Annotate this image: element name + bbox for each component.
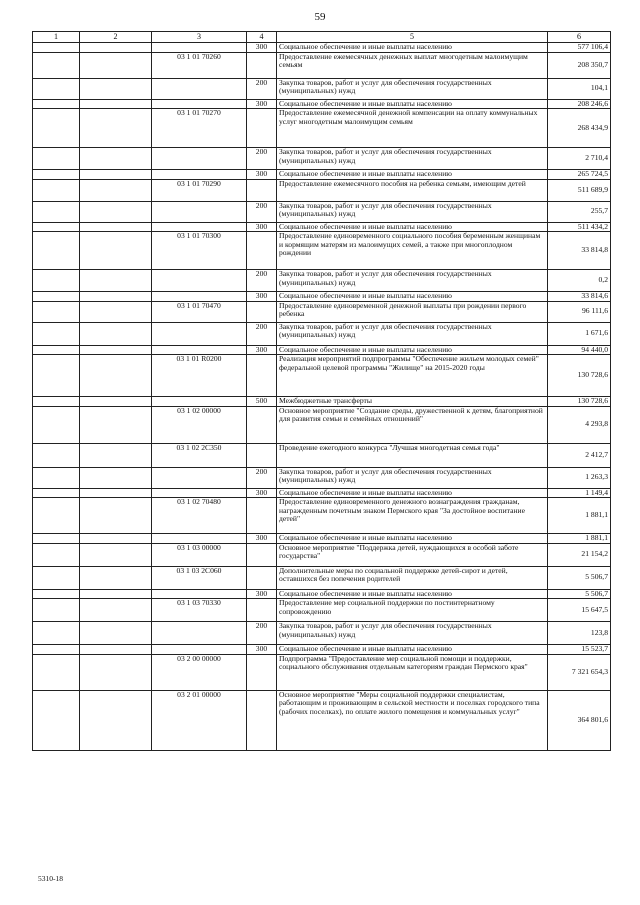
table-row	[33, 201, 611, 222]
target-code-cell: 03 1 01 70300	[152, 232, 247, 270]
amount-cell: 15 523,7	[548, 645, 611, 655]
description-cell: Предоставление единовременного денежного вознаграждения гражданам, награжденным почетным знаком Пермского края "За достойное воспитание детей"	[277, 498, 548, 534]
target-code-cell	[152, 201, 247, 222]
description-cell: Социальное обеспечение и иные выплаты населению	[277, 488, 548, 498]
cell-col-2	[80, 179, 152, 201]
cell-col-1	[33, 179, 80, 201]
amount-cell: 33 814,8	[548, 232, 611, 270]
target-code-cell	[152, 43, 247, 53]
column-header-6: 6	[548, 32, 611, 43]
description-cell: Закупка товаров, работ и услуг для обеспечения государственных (муниципальных) нужд	[277, 467, 548, 488]
description-cell: Предоставление мер социальной поддержки по постинтернатному сопровождению	[277, 599, 548, 622]
target-code-cell: 03 1 01 70290	[152, 179, 247, 201]
cell-col-2	[80, 292, 152, 302]
table-row	[33, 232, 611, 270]
cell-col-2	[80, 43, 152, 53]
cell-col-1	[33, 397, 80, 407]
cell-col-1	[33, 488, 80, 498]
cell-col-1	[33, 443, 80, 467]
cell-col-2	[80, 232, 152, 270]
target-code-cell	[152, 467, 247, 488]
table-row	[33, 622, 611, 645]
expense-type-cell: 300	[247, 43, 277, 53]
cell-col-2	[80, 322, 152, 345]
cell-col-1	[33, 148, 80, 170]
amount-cell: 208 350,7	[548, 52, 611, 78]
expense-type-cell: 200	[247, 148, 277, 170]
target-code-cell: 03 2 00 00000	[152, 654, 247, 690]
cell-col-2	[80, 566, 152, 589]
description-cell: Реализация мероприятий подпрограммы "Обеспечение жильем молодых семей" федеральной целевой программы "Жилище" на 2015-2020 годы	[277, 355, 548, 397]
expense-type-cell	[247, 406, 277, 443]
amount-cell: 511 434,2	[548, 222, 611, 232]
expense-type-cell	[247, 232, 277, 270]
cell-col-2	[80, 654, 152, 690]
amount-cell: 364 801,6	[548, 690, 611, 750]
table-row	[33, 345, 611, 355]
expense-type-cell: 300	[247, 292, 277, 302]
expense-type-cell	[247, 543, 277, 566]
description-cell: Социальное обеспечение и иные выплаты населению	[277, 170, 548, 180]
cell-col-1	[33, 322, 80, 345]
cell-col-1	[33, 599, 80, 622]
cell-col-1	[33, 589, 80, 599]
description-cell: Социальное обеспечение и иные выплаты населению	[277, 534, 548, 544]
description-cell: Основное мероприятие "Поддержка детей, нуждающихся в особой заботе государства"	[277, 543, 548, 566]
cell-col-2	[80, 397, 152, 407]
target-code-cell: 03 1 02 2С350	[152, 443, 247, 467]
cell-col-1	[33, 301, 80, 322]
cell-col-1	[33, 222, 80, 232]
description-cell: Предоставление единовременного социального пособия беременным женщинам и кормящим матерям из малоимущих семей, а также при многоплодном рождении	[277, 232, 548, 270]
cell-col-2	[80, 622, 152, 645]
table-row	[33, 654, 611, 690]
cell-col-2	[80, 645, 152, 655]
table-row	[33, 488, 611, 498]
table-row	[33, 566, 611, 589]
cell-col-2	[80, 443, 152, 467]
cell-col-1	[33, 345, 80, 355]
column-header-3: 3	[152, 32, 247, 43]
amount-cell: 1 671,6	[548, 322, 611, 345]
cell-col-2	[80, 355, 152, 397]
description-cell: Предоставление ежемесячных денежных выплат многодетным малоимущим семьям	[277, 52, 548, 78]
amount-cell: 577 106,4	[548, 43, 611, 53]
cell-col-1	[33, 270, 80, 292]
cell-col-1	[33, 498, 80, 534]
target-code-cell	[152, 488, 247, 498]
cell-col-2	[80, 201, 152, 222]
target-code-cell: 03 1 01 70270	[152, 109, 247, 148]
table-row	[33, 43, 611, 53]
expense-type-cell: 200	[247, 201, 277, 222]
target-code-cell	[152, 222, 247, 232]
expense-type-cell: 300	[247, 99, 277, 109]
amount-cell: 4 293,8	[548, 406, 611, 443]
amount-cell: 511 689,9	[548, 179, 611, 201]
cell-col-1	[33, 292, 80, 302]
expense-type-cell: 200	[247, 322, 277, 345]
expense-type-cell	[247, 566, 277, 589]
description-cell: Социальное обеспечение и иные выплаты населению	[277, 589, 548, 599]
table-body	[33, 43, 611, 751]
table-row	[33, 170, 611, 180]
table-row	[33, 78, 611, 99]
description-cell: Подпрограмма "Предоставление мер социальной помощи и поддержки, социального обслуживания отдельным категориям граждан Пермского края"	[277, 654, 548, 690]
expense-type-cell	[247, 109, 277, 148]
table-row	[33, 322, 611, 345]
target-code-cell	[152, 534, 247, 544]
amount-cell: 2 710,4	[548, 148, 611, 170]
table-row	[33, 467, 611, 488]
column-header-4: 4	[247, 32, 277, 43]
target-code-cell: 03 1 03 70330	[152, 599, 247, 622]
amount-cell: 94 440,0	[548, 345, 611, 355]
amount-cell: 130 728,6	[548, 355, 611, 397]
expense-type-cell: 300	[247, 222, 277, 232]
cell-col-1	[33, 566, 80, 589]
expense-type-cell	[247, 179, 277, 201]
amount-cell: 21 154,2	[548, 543, 611, 566]
target-code-cell	[152, 292, 247, 302]
cell-col-1	[33, 543, 80, 566]
table-row	[33, 292, 611, 302]
cell-col-2	[80, 543, 152, 566]
table-row	[33, 222, 611, 232]
expense-type-cell: 300	[247, 534, 277, 544]
target-code-cell: 03 1 03 00000	[152, 543, 247, 566]
amount-cell: 123,8	[548, 622, 611, 645]
description-cell: Закупка товаров, работ и услуг для обеспечения государственных (муниципальных) нужд	[277, 270, 548, 292]
expense-type-cell	[247, 690, 277, 750]
target-code-cell	[152, 645, 247, 655]
description-cell: Дополнительные меры по социальной поддержке детей-сирот и детей, оставшихся без попечения родителей	[277, 566, 548, 589]
table-row	[33, 270, 611, 292]
table-row	[33, 52, 611, 78]
target-code-cell: 03 1 02 00000	[152, 406, 247, 443]
description-cell: Закупка товаров, работ и услуг для обеспечения государственных (муниципальных) нужд	[277, 148, 548, 170]
cell-col-2	[80, 599, 152, 622]
target-code-cell	[152, 322, 247, 345]
amount-cell: 130 728,6	[548, 397, 611, 407]
target-code-cell	[152, 397, 247, 407]
cell-col-1	[33, 109, 80, 148]
expense-type-cell: 200	[247, 78, 277, 99]
table-row	[33, 534, 611, 544]
target-code-cell	[152, 170, 247, 180]
table-row	[33, 599, 611, 622]
target-code-cell	[152, 148, 247, 170]
description-cell: Основное мероприятие "Создание среды, дружественной к детям, благоприятной для развития семьи и семейных отношений"	[277, 406, 548, 443]
amount-cell: 5 506,7	[548, 589, 611, 599]
expense-type-cell	[247, 301, 277, 322]
cell-col-1	[33, 43, 80, 53]
cell-col-2	[80, 148, 152, 170]
table-row	[33, 543, 611, 566]
cell-col-2	[80, 270, 152, 292]
description-cell: Закупка товаров, работ и услуг для обеспечения государственных (муниципальных) нужд	[277, 622, 548, 645]
expense-type-cell	[247, 52, 277, 78]
target-code-cell	[152, 345, 247, 355]
description-cell: Социальное обеспечение и иные выплаты населению	[277, 99, 548, 109]
cell-col-1	[33, 690, 80, 750]
description-cell: Проведение ежегодного конкурса "Лучшая многодетная семья года"	[277, 443, 548, 467]
description-cell: Социальное обеспечение и иные выплаты населению	[277, 645, 548, 655]
expense-type-cell: 300	[247, 170, 277, 180]
expense-type-cell	[247, 355, 277, 397]
cell-col-2	[80, 170, 152, 180]
cell-col-1	[33, 622, 80, 645]
table-row	[33, 690, 611, 750]
cell-col-1	[33, 78, 80, 99]
description-cell: Основное мероприятие "Меры социальной поддержки специалистам, работающим и проживающим в сельской местности и поселках городского типа (рабочих поселках), по оплате жилого помещения и коммунальных услуг"	[277, 690, 548, 750]
amount-cell: 255,7	[548, 201, 611, 222]
cell-col-1	[33, 99, 80, 109]
cell-col-2	[80, 222, 152, 232]
table-row	[33, 179, 611, 201]
amount-cell: 15 647,5	[548, 599, 611, 622]
expense-type-cell: 300	[247, 345, 277, 355]
target-code-cell	[152, 589, 247, 599]
description-cell: Социальное обеспечение и иные выплаты населению	[277, 43, 548, 53]
cell-col-1	[33, 645, 80, 655]
cell-col-2	[80, 345, 152, 355]
expense-type-cell: 200	[247, 270, 277, 292]
expense-type-cell	[247, 599, 277, 622]
amount-cell: 104,1	[548, 78, 611, 99]
cell-col-1	[33, 406, 80, 443]
amount-cell: 268 434,9	[548, 109, 611, 148]
amount-cell: 0,2	[548, 270, 611, 292]
description-cell: Закупка товаров, работ и услуг для обеспечения государственных (муниципальных) нужд	[277, 201, 548, 222]
cell-col-1	[33, 232, 80, 270]
expense-type-cell	[247, 654, 277, 690]
table-row	[33, 99, 611, 109]
description-cell: Социальное обеспечение и иные выплаты населению	[277, 292, 548, 302]
column-header-5: 5	[277, 32, 548, 43]
amount-cell: 96 111,6	[548, 301, 611, 322]
expense-type-cell: 200	[247, 622, 277, 645]
table-row	[33, 397, 611, 407]
table-row	[33, 109, 611, 148]
expense-type-cell: 300	[247, 645, 277, 655]
cell-col-1	[33, 355, 80, 397]
target-code-cell: 03 1 01 70470	[152, 301, 247, 322]
cell-col-2	[80, 52, 152, 78]
amount-cell: 2 412,7	[548, 443, 611, 467]
cell-col-2	[80, 467, 152, 488]
cell-col-2	[80, 498, 152, 534]
table-header-row	[33, 32, 611, 43]
expense-type-cell	[247, 443, 277, 467]
cell-col-2	[80, 78, 152, 99]
description-cell: Предоставление ежемесячной денежной компенсации на оплату коммунальных услуг многодетным малоимущим семьям	[277, 109, 548, 148]
amount-cell: 265 724,5	[548, 170, 611, 180]
target-code-cell	[152, 622, 247, 645]
cell-col-2	[80, 589, 152, 599]
expense-type-cell: 500	[247, 397, 277, 407]
description-cell: Социальное обеспечение и иные выплаты населению	[277, 345, 548, 355]
amount-cell: 1 881,1	[548, 498, 611, 534]
cell-col-2	[80, 690, 152, 750]
table-row	[33, 301, 611, 322]
description-cell: Закупка товаров, работ и услуг для обеспечения государственных (муниципальных) нужд	[277, 78, 548, 99]
cell-col-1	[33, 467, 80, 488]
expense-type-cell: 300	[247, 488, 277, 498]
target-code-cell: 03 1 01 70260	[152, 52, 247, 78]
target-code-cell: 03 1 02 70480	[152, 498, 247, 534]
cell-col-2	[80, 109, 152, 148]
description-cell: Предоставление ежемесячного пособия на ребенка семьям, имеющим детей	[277, 179, 548, 201]
target-code-cell	[152, 99, 247, 109]
target-code-cell: 03 1 03 2С060	[152, 566, 247, 589]
cell-col-2	[80, 534, 152, 544]
amount-cell: 1 263,3	[548, 467, 611, 488]
table-row	[33, 406, 611, 443]
expense-type-cell	[247, 498, 277, 534]
expense-type-cell: 200	[247, 467, 277, 488]
target-code-cell	[152, 78, 247, 99]
table-row	[33, 589, 611, 599]
description-cell: Закупка товаров, работ и услуг для обеспечения государственных (муниципальных) нужд	[277, 322, 548, 345]
amount-cell: 208 246,6	[548, 99, 611, 109]
cell-col-2	[80, 99, 152, 109]
table-row	[33, 645, 611, 655]
column-header-1: 1	[33, 32, 80, 43]
cell-col-2	[80, 406, 152, 443]
description-cell: Предоставление единовременной денежной выплаты при рождении первого ребенка	[277, 301, 548, 322]
table-row	[33, 355, 611, 397]
description-cell: Межбюджетные трансферты	[277, 397, 548, 407]
amount-cell: 1 881,1	[548, 534, 611, 544]
column-header-2: 2	[80, 32, 152, 43]
amount-cell: 33 814,6	[548, 292, 611, 302]
target-code-cell: 03 2 01 00000	[152, 690, 247, 750]
cell-col-2	[80, 488, 152, 498]
cell-col-1	[33, 654, 80, 690]
table-row	[33, 148, 611, 170]
page-number: 59	[314, 11, 326, 23]
footer-code: 5310-18	[38, 874, 63, 883]
cell-col-1	[33, 52, 80, 78]
target-code-cell: 03 1 01 R0200	[152, 355, 247, 397]
budget-table	[32, 31, 611, 751]
target-code-cell	[152, 270, 247, 292]
cell-col-1	[33, 534, 80, 544]
amount-cell: 7 321 654,3	[548, 654, 611, 690]
amount-cell: 5 506,7	[548, 566, 611, 589]
expense-type-cell: 300	[247, 589, 277, 599]
cell-col-2	[80, 301, 152, 322]
amount-cell: 1 149,4	[548, 488, 611, 498]
table-row	[33, 443, 611, 467]
table-row	[33, 498, 611, 534]
description-cell: Социальное обеспечение и иные выплаты населению	[277, 222, 548, 232]
cell-col-1	[33, 201, 80, 222]
cell-col-1	[33, 170, 80, 180]
